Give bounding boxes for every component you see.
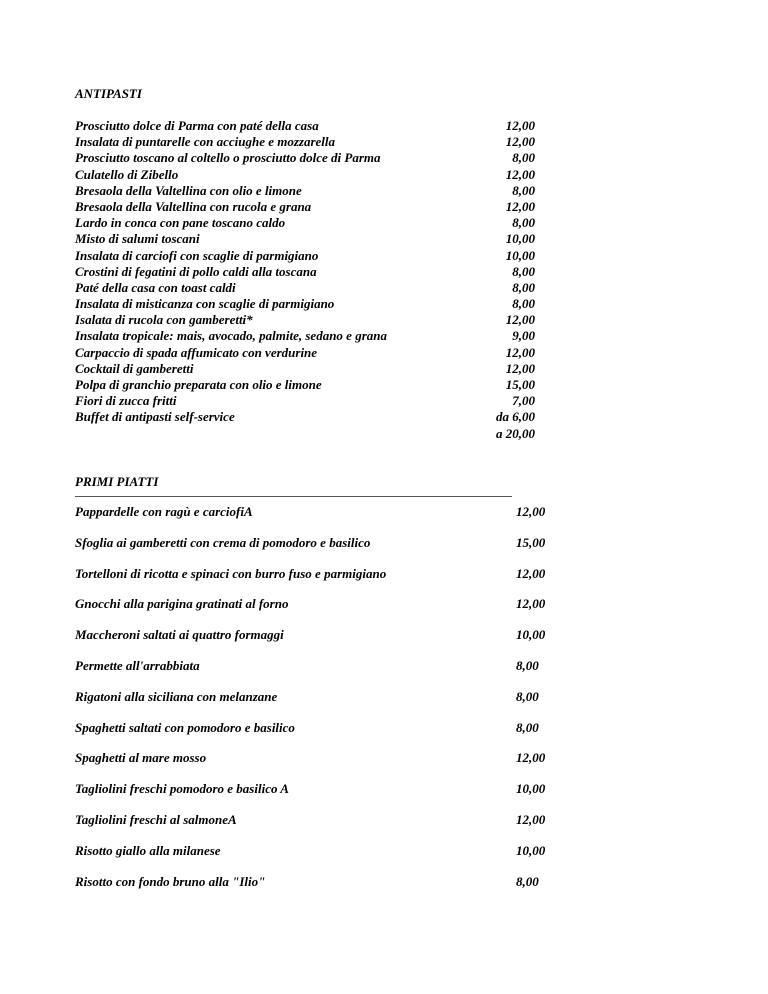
item-name: Rigatoni alla siciliana con melanzane bbox=[75, 688, 278, 704]
item-price: a 20,00 bbox=[496, 425, 535, 441]
item-price: 8,00 bbox=[512, 215, 535, 231]
item-name: Lardo in conca con pane toscano caldo bbox=[75, 215, 286, 231]
menu-item bbox=[75, 328, 535, 344]
item-name: Culatello di Zibello bbox=[75, 166, 179, 182]
item-price: 15,00 bbox=[516, 534, 546, 550]
item-price: 8,00 bbox=[512, 279, 535, 295]
item-price: 7,00 bbox=[512, 393, 535, 409]
item-name: Cocktail di gamberetti bbox=[75, 360, 194, 376]
item-name: Tortelloni di ricotta e spinaci con burro fuso e parmigiano bbox=[75, 565, 387, 581]
menu-item bbox=[75, 134, 535, 150]
menu-item bbox=[75, 312, 535, 328]
menu-item bbox=[75, 812, 555, 843]
item-price: 10,00 bbox=[505, 231, 535, 247]
menu-item bbox=[75, 393, 535, 409]
menu-item bbox=[75, 215, 535, 231]
item-name: Spaghetti saltati con pomodoro e basilico bbox=[75, 719, 295, 735]
item-name: Fiori di zucca fritti bbox=[75, 393, 177, 409]
item-name: Crostini di fegatini di pollo caldi alla toscana bbox=[75, 263, 317, 279]
item-price: 8,00 bbox=[512, 296, 535, 312]
item-price: 12,00 bbox=[516, 565, 546, 581]
antipasti-list bbox=[75, 118, 535, 442]
item-price: 12,00 bbox=[505, 166, 535, 182]
menu-item bbox=[75, 781, 555, 812]
item-name: Bresaola della Valtellina con olio e limone bbox=[75, 182, 302, 198]
menu-item bbox=[75, 689, 555, 720]
antipasti-heading: ANTIPASTI bbox=[75, 86, 142, 101]
menu-item bbox=[75, 280, 535, 296]
item-price: 12,00 bbox=[505, 312, 535, 328]
section-divider bbox=[75, 496, 512, 497]
item-price: 12,00 bbox=[516, 811, 546, 827]
menu-item bbox=[75, 150, 535, 166]
item-price: 8,00 bbox=[516, 719, 539, 735]
item-name: Pappardelle con ragù e carciofiA bbox=[75, 504, 253, 519]
menu-item bbox=[75, 535, 555, 566]
item-price: da 6,00 bbox=[496, 409, 535, 425]
item-name: Gnocchi alla parigina gratinati al forno bbox=[75, 596, 289, 612]
menu-item bbox=[75, 248, 535, 264]
item-name: Spaghetti al mare mosso bbox=[75, 750, 207, 766]
item-name: Prosciutto dolce di Parma con paté della casa bbox=[75, 118, 319, 133]
item-price: 8,00 bbox=[512, 150, 535, 166]
item-name: Buffet di antipasti self-service bbox=[75, 409, 235, 425]
item-name: Prosciutto toscano al coltello o prosciutto dolce di Parma bbox=[75, 150, 381, 166]
item-name: Insalata di puntarelle con acciughe e mozzarella bbox=[75, 134, 336, 150]
primi-piatti-list bbox=[75, 504, 555, 904]
item-price: 8,00 bbox=[516, 873, 539, 889]
menu-item bbox=[75, 167, 535, 183]
item-name: Risotto giallo alla milanese bbox=[75, 842, 221, 858]
menu-item bbox=[75, 720, 555, 751]
menu-item bbox=[75, 361, 535, 377]
menu-item bbox=[75, 843, 555, 874]
item-name: Bresaola della Valtellina con rucola e grana bbox=[75, 198, 312, 214]
item-price: 10,00 bbox=[516, 627, 546, 643]
menu-item bbox=[75, 231, 535, 247]
item-price: 12,00 bbox=[516, 596, 546, 612]
item-price: 12,00 bbox=[505, 134, 535, 150]
item-name: Insalata di carciofi con scaglie di parmigiano bbox=[75, 247, 319, 263]
item-price: 15,00 bbox=[505, 377, 535, 392]
menu-item bbox=[75, 409, 535, 425]
item-price: 10,00 bbox=[516, 781, 546, 797]
primi-piatti-heading: PRIMI PIATTI bbox=[75, 474, 159, 489]
item-price: 12,00 bbox=[505, 198, 535, 214]
menu-item bbox=[75, 627, 555, 658]
item-price: 12,00 bbox=[505, 360, 535, 376]
item-name: Risotto con fondo bruno alla "Ilio" bbox=[75, 873, 266, 889]
menu-item bbox=[75, 426, 535, 442]
item-name: Carpaccio di spada affumicato con verdurine bbox=[75, 344, 318, 360]
item-price: 12,00 bbox=[505, 344, 535, 360]
item-name: Polpa di granchio preparata con olio e limone bbox=[75, 377, 322, 392]
item-price: 8,00 bbox=[516, 688, 539, 704]
menu-item bbox=[75, 264, 535, 280]
item-price: 10,00 bbox=[505, 247, 535, 263]
menu-item bbox=[75, 874, 555, 905]
menu-item bbox=[75, 377, 535, 393]
menu-item bbox=[75, 504, 555, 535]
item-name: Sfoglia ai gamberetti con crema di pomodoro e basilico bbox=[75, 534, 371, 550]
item-price: 8,00 bbox=[512, 263, 535, 279]
item-price: 12,00 bbox=[516, 504, 546, 519]
menu-item bbox=[75, 199, 535, 215]
menu-item bbox=[75, 596, 555, 627]
item-name: Tagliolini freschi pomodoro e basilico A bbox=[75, 781, 289, 797]
menu-item bbox=[75, 296, 535, 312]
item-price: 12,00 bbox=[516, 750, 546, 766]
item-name: Permette all'arrabbiata bbox=[75, 657, 200, 673]
menu-item bbox=[75, 750, 555, 781]
item-price: 9,00 bbox=[512, 328, 535, 344]
item-price: 8,00 bbox=[516, 657, 539, 673]
item-name: Isalata di rucola con gamberetti* bbox=[75, 312, 253, 328]
item-price: 8,00 bbox=[512, 182, 535, 198]
item-name: Paté della casa con toast caldi bbox=[75, 279, 236, 295]
item-price: 12,00 bbox=[505, 118, 535, 133]
menu-item bbox=[75, 345, 535, 361]
item-name: Insalata tropicale: mais, avocado, palmite, sedano e grana bbox=[75, 328, 387, 344]
menu-item bbox=[75, 658, 555, 689]
item-name: Tagliolini freschi al salmoneA bbox=[75, 811, 237, 827]
item-name: Maccheroni saltati ai quattro formaggi bbox=[75, 627, 284, 643]
menu-item bbox=[75, 118, 535, 134]
item-name: Insalata di misticanza con scaglie di parmigiano bbox=[75, 296, 335, 312]
item-name: Misto di salumi toscani bbox=[75, 231, 200, 247]
item-price: 10,00 bbox=[516, 842, 546, 858]
menu-item bbox=[75, 183, 535, 199]
menu-item bbox=[75, 566, 555, 597]
